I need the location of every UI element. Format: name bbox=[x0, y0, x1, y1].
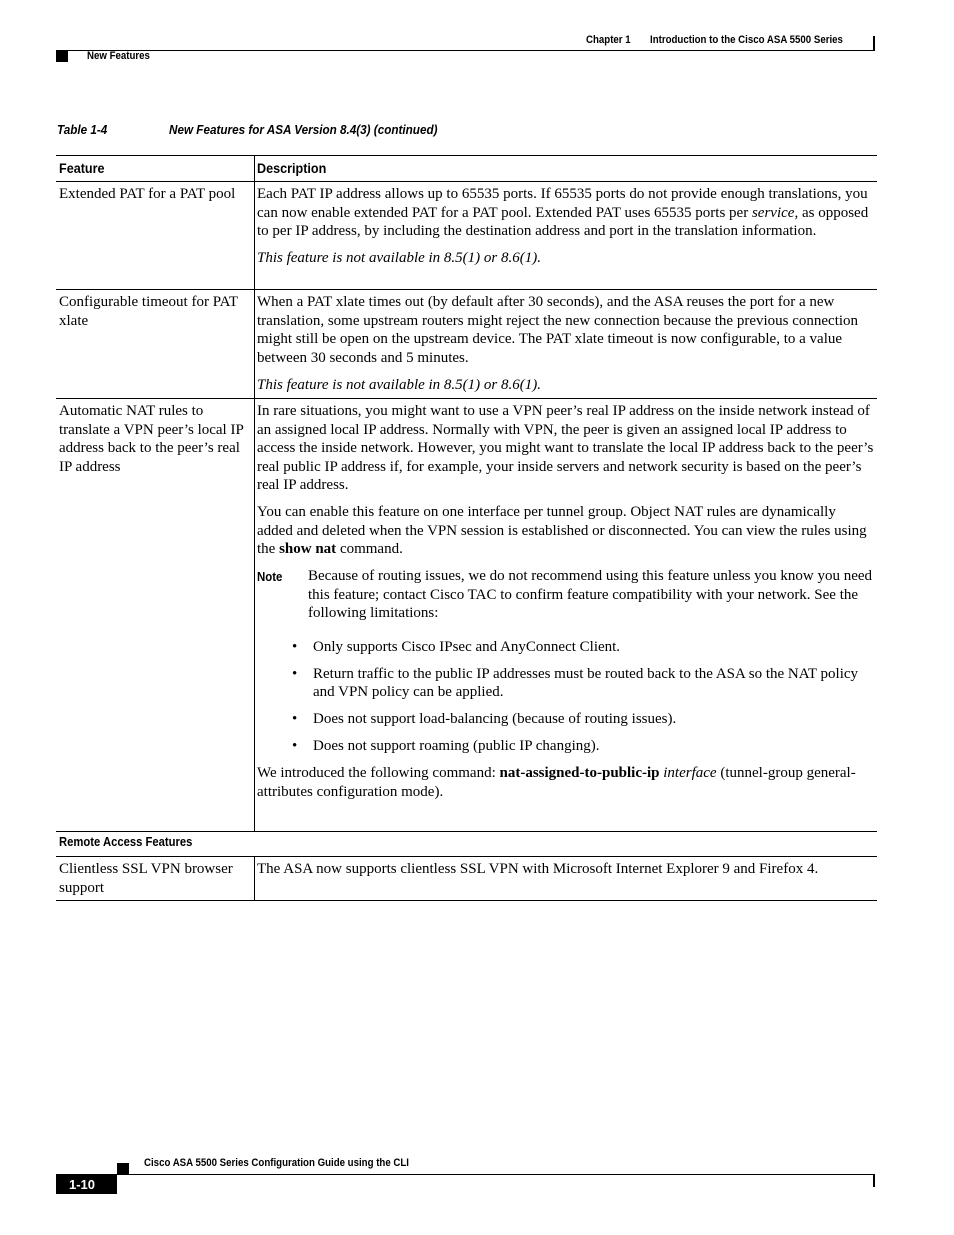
header-section-title: New Features bbox=[87, 50, 150, 62]
availability-note: This feature is not available in 8.5(1) or 8.6(1). bbox=[257, 250, 542, 266]
list-item: • Return traffic to the public IP addresses must be routed back to the ASA so the NAT policy and VPN policy can be applied. bbox=[292, 665, 859, 700]
description-cell: The ASA now supports clientless SSL VPN with Microsoft Internet Explorer 9 and Firefox 4. bbox=[257, 861, 819, 877]
column-header-feature: Feature bbox=[59, 160, 105, 176]
note-label: Note bbox=[257, 569, 283, 584]
feature-cell: Clientless SSL VPN browser support bbox=[59, 861, 233, 896]
description-paragraph: In rare situations, you might want to use a VPN peer’s real IP address on the inside network instead of an assigned local IP address. Normally with VPN, the peer is given an assigned local IP address to access the inside network. However, you might want to translate the local IP address back to the peer’s real public IP address if, for example, your inside servers and network security is based on the peer’s real IP address. bbox=[257, 403, 874, 493]
description-cell bbox=[257, 182, 874, 268]
footer-edge-mark bbox=[873, 1175, 875, 1187]
footer-marker-square bbox=[117, 1163, 129, 1174]
table-number: Table 1-4 bbox=[57, 122, 108, 137]
table-row bbox=[56, 399, 877, 832]
section-heading: Remote Access Features bbox=[59, 835, 193, 849]
description-cell bbox=[257, 290, 874, 394]
description-paragraph: You can enable this feature on one interface per tunnel group. Object NAT rules are dynamically added and deleted when the VPN session is established or disconnected. You can view the rules using the show nat command. bbox=[257, 504, 867, 557]
feature-cell: Extended PAT for a PAT pool bbox=[59, 186, 236, 202]
header-rule bbox=[56, 50, 875, 51]
limitations-list bbox=[257, 638, 874, 756]
list-item: • Does not support roaming (public IP changing). bbox=[292, 738, 600, 754]
header-chapter-label: Chapter 1 bbox=[586, 34, 631, 46]
table-header-row bbox=[56, 155, 877, 182]
description-paragraph: Each PAT IP address allows up to 65535 ports. If 65535 ports do not provide enough translations, you can now enable extended PAT for a PAT pool. Extended PAT uses 65535 ports per service, as opposed to per IP address, by including the destination address and port in the translation information. bbox=[257, 186, 869, 239]
availability-note: This feature is not available in 8.5(1) or 8.6(1). bbox=[257, 376, 542, 393]
footer-rule bbox=[56, 1174, 875, 1175]
command-paragraph: We introduced the following command: nat-assigned-to-public-ip interface (tunnel-group general-attributes configuration mode). bbox=[257, 765, 856, 800]
feature-cell: Automatic NAT rules to translate a VPN peer’s local IP address back to the peer’s real IP address bbox=[59, 403, 244, 475]
header-edge-mark bbox=[873, 36, 875, 51]
table-title: New Features for ASA Version 8.4(3) (continued) bbox=[169, 122, 438, 137]
features-table bbox=[56, 155, 877, 901]
footer-guide-title: Cisco ASA 5500 Series Configuration Guide using the CLI bbox=[144, 1157, 409, 1169]
list-item: • Does not support load-balancing (because of routing issues). bbox=[292, 711, 677, 727]
list-item: • Only supports Cisco IPsec and AnyConnect Client. bbox=[292, 638, 621, 655]
note-block bbox=[257, 567, 874, 623]
note-text: Because of routing issues, we do not recommend using this feature unless you know you need this feature; contact Cisco TAC to confirm feature compatibility with your network. See the following limitations: bbox=[308, 568, 873, 621]
header-chapter-title: Introduction to the Cisco ASA 5500 Series bbox=[650, 34, 843, 46]
page-number: 1-10 bbox=[69, 1177, 96, 1192]
section-heading-row bbox=[56, 832, 877, 857]
header-marker-square bbox=[56, 51, 68, 62]
description-cell bbox=[257, 399, 874, 801]
table-row bbox=[56, 290, 877, 399]
table-row bbox=[56, 182, 877, 290]
description-paragraph: When a PAT xlate times out (by default after 30 seconds), and the ASA reuses the port for a new translation, some upstream routers might reject the new connection because the previous connection might still be open on the upstream device. The PAT xlate timeout is now configurable, to a value between 30 seconds and 5 minutes. bbox=[257, 294, 859, 366]
column-header-description: Description bbox=[257, 160, 327, 176]
feature-cell: Configurable timeout for PAT xlate bbox=[59, 294, 238, 329]
table-row bbox=[56, 857, 877, 901]
